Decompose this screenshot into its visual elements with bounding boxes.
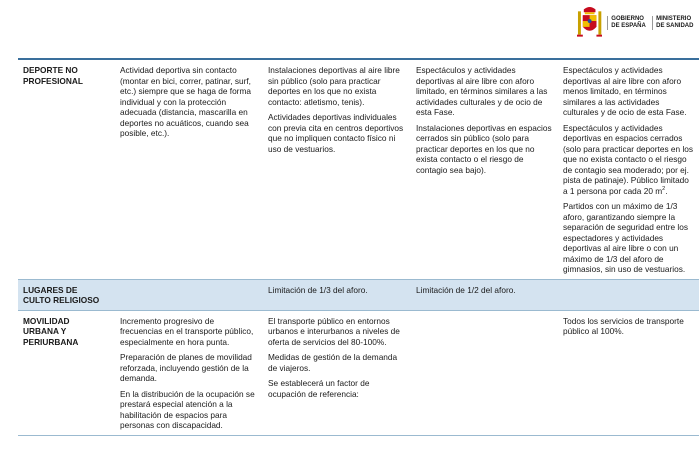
government-logo bbox=[577, 4, 695, 42]
table-row-sport bbox=[18, 59, 699, 279]
phase-cell: Limitación de 1/3 del aforo. bbox=[263, 279, 411, 310]
page-header bbox=[0, 0, 700, 48]
phase-cell: Actividad deportiva sin contacto (montar en bici, correr, patinar, surf, etc.) siempre que se haga de forma individual y con la protección adecuada (distancia, mascarilla en deportes no acuáticos, cuando sea posible, etc.). bbox=[115, 59, 263, 279]
row-heading: DEPORTE NO PROFESIONAL bbox=[18, 59, 115, 279]
phase-cell: Espectáculos y actividades deportivas al aire libre con aforo limitado, en términos similares a las actividades culturales y de ocio de esta Fase. Instalaciones deportivas en espacios cerrados sin público (solo para practicar deportes en los que no exista contacto o el riesgo de contagio sea bajo). bbox=[411, 59, 558, 279]
phase-cell: Todos los servicios de transporte público al 100%. bbox=[558, 310, 699, 435]
row-heading: MOVILIDAD URBANA Y PERIURBANA bbox=[18, 310, 115, 435]
ministry-name: MINISTERIO DE SANIDAD bbox=[652, 16, 695, 30]
phase-cell bbox=[115, 279, 263, 310]
phase-cell: Instalaciones deportivas al aire libre sin público (solo para practicar deportes en los que no exista contacto: atletismo, tenis). Actividades deportivas individuales con previa cita en centros deportivos que no impliquen contacto físico ni uso de vestuarios. bbox=[263, 59, 411, 279]
phase-cell: Espectáculos y actividades deportivas al aire libre con aforo menos limitado, en términos similares a las actividades culturales y de ocio de esta Fase. Espectáculos y actividades deportivas en espacios cerrados (solo para practicar deportes en los que no exista contacto o el riesgo de contagio sea moderado; por ej. pista de patinaje). Público limitado a 1 persona por cada 20 $m^2$. Partidos con un máximo de 1/3 aforo, garantizando siempre la separación de seguridad entre los espectadores y actividades deportivas al aire libre o con un máximo de 1/3 del aforo de gimnasios, sin uso de vestuarios. bbox=[558, 59, 699, 279]
table-row-worship bbox=[18, 279, 699, 310]
coat-of-arms-icon bbox=[577, 5, 602, 41]
measures-table bbox=[18, 58, 699, 436]
phase-cell bbox=[411, 310, 558, 435]
table-row-mobility bbox=[18, 310, 699, 435]
phase-cell bbox=[558, 279, 699, 310]
government-name: GOBIERNO DE ESPAÑA bbox=[607, 16, 652, 30]
phase-cell: Limitación de 1/2 del aforo. bbox=[411, 279, 558, 310]
phase-cell: Incremento progresivo de frecuencias en el transporte público, especialmente en hora punta. Preparación de planes de movilidad reforzada, incluyendo gestión de la demanda. En la distribución de la ocupación se prestará especial atención a la habilitación de espacios para personas con discapacidad. bbox=[115, 310, 263, 435]
row-heading: LUGARES DE CULTO RELIGIOSO bbox=[18, 279, 115, 310]
phase-cell: El transporte público en entornos urbanos e interurbanos a niveles de oferta de servicios del 80-100%. Medidas de gestión de la demanda de viajeros. Se establecerá un factor de ocupación de referencia: bbox=[263, 310, 411, 435]
